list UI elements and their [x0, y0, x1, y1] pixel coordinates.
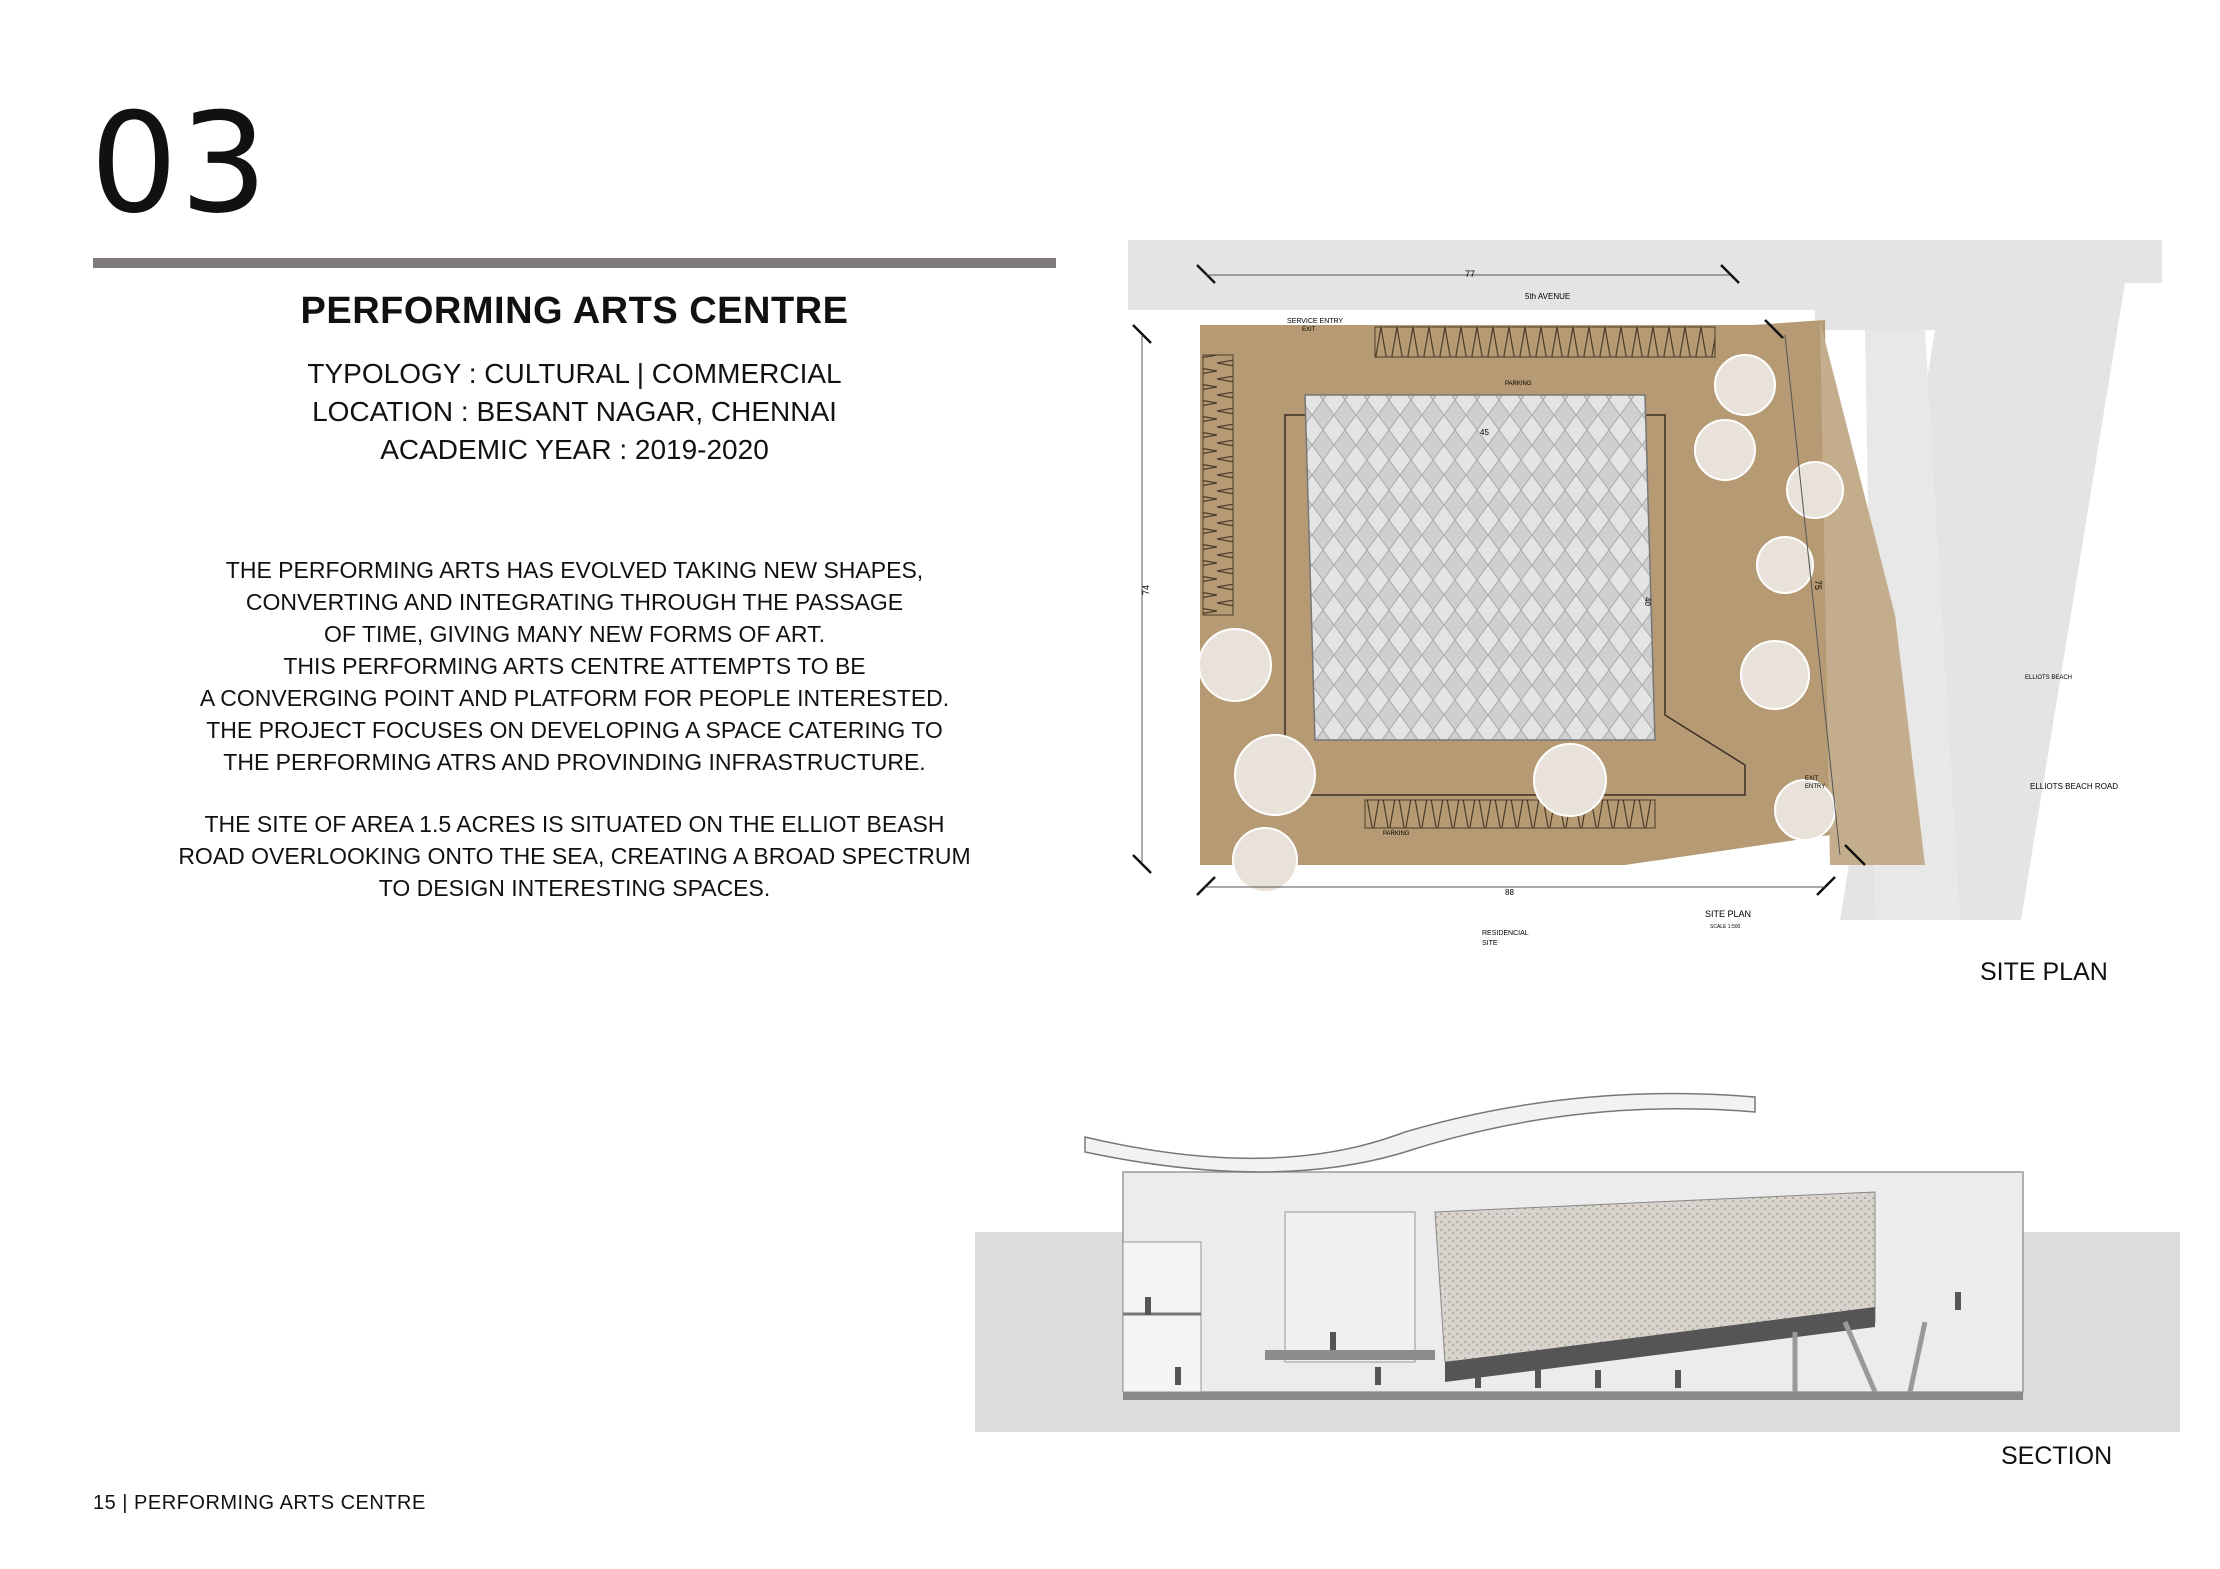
site-plan-drawing: [1125, 235, 2165, 965]
elliots-road-label: ELLIOTS BEACH ROAD: [2030, 782, 2119, 791]
dim-top: 77: [1465, 269, 1476, 279]
dim-building-w: 45: [1480, 428, 1489, 437]
building-roof: [1305, 395, 1655, 740]
site-plan-caption: SITE PLAN: [1980, 958, 2108, 986]
description-line: THE PERFORMING ARTS HAS EVOLVED TAKING NEW SHAPES,: [225, 557, 924, 583]
parking-left: [1203, 355, 1233, 615]
section-caption: SECTION: [2001, 1442, 2113, 1470]
description-line: TO DESIGN INTERESTING SPACES.: [378, 875, 771, 901]
dim-right: 75: [1813, 580, 1823, 591]
description-line: CONVERTING AND INTEGRATING THROUGH THE PASSAGE: [245, 589, 904, 615]
left-block: [1123, 1242, 1201, 1392]
description-paragraph-2: [93, 808, 1056, 904]
base-slab: [1123, 1392, 2023, 1400]
roof-canopy: [1085, 1094, 1755, 1172]
project-location: LOCATION : BESANT NAGAR, CHENNAI: [312, 396, 837, 427]
description-line: OF TIME, GIVING MANY NEW FORMS OF ART.: [324, 621, 825, 647]
parking-label-bottom: PARKING: [1383, 831, 1410, 837]
parking-top: [1375, 327, 1715, 357]
description-line: THIS PERFORMING ARTS CENTRE ATTEMPTS TO BE: [283, 653, 866, 679]
site-label: SITE: [1482, 940, 1498, 947]
description-line: THE SITE OF AREA 1.5 ACRES IS SITUATED ON THE ELLIOT BEASH: [204, 811, 945, 837]
dim-bottom: 88: [1505, 888, 1514, 897]
project-typology: TYPOLOGY : CULTURAL | COMMERCIAL: [307, 358, 842, 389]
title-rule: [93, 258, 1056, 268]
description-line: ROAD OVERLOOKING ONTO THE SEA, CREATING A BROAD SPECTRUM: [178, 843, 971, 869]
drawing-scale: SCALE 1:500: [1710, 924, 1741, 930]
entry-label: ENTRY: [1805, 784, 1826, 790]
service-exit-label: EXIT: [1302, 327, 1316, 333]
parking-bottom: [1365, 800, 1655, 828]
dim-building-h: 40: [1643, 597, 1652, 606]
description-line: THE PERFORMING ATRS AND PROVINDING INFRASTRUCTURE.: [223, 749, 926, 775]
project-title: PERFORMING ARTS CENTRE: [300, 290, 849, 332]
lobby-block: [1285, 1212, 1415, 1362]
parking-label-top: PARKING: [1505, 381, 1532, 387]
description-line: THE PROJECT FOCUSES ON DEVELOPING A SPACE CATERING TO: [206, 717, 943, 743]
elliots-beach-label: ELLIOTS BEACH: [2025, 675, 2073, 681]
drawing-title: SITE PLAN: [1705, 909, 1752, 919]
section-drawing: [975, 1092, 2185, 1442]
service-entry-label: SERVICE ENTRY: [1287, 318, 1344, 325]
entry-exit-label: EXIT: [1805, 776, 1819, 782]
description-paragraph-1: [93, 554, 1056, 778]
avenue-label: 5th AVENUE: [1525, 292, 1571, 301]
description-line: A CONVERGING POINT AND PLATFORM FOR PEOPLE INTERESTED.: [199, 685, 950, 711]
dim-left: 74: [1141, 584, 1151, 595]
lobby-slab: [1265, 1350, 1435, 1360]
residencial-label: RESIDENCIAL: [1482, 930, 1529, 937]
page-footer: 15 | PERFORMING ARTS CENTRE: [93, 1492, 426, 1514]
project-year: ACADEMIC YEAR : 2019-2020: [380, 434, 769, 465]
project-number: 03: [90, 83, 270, 244]
